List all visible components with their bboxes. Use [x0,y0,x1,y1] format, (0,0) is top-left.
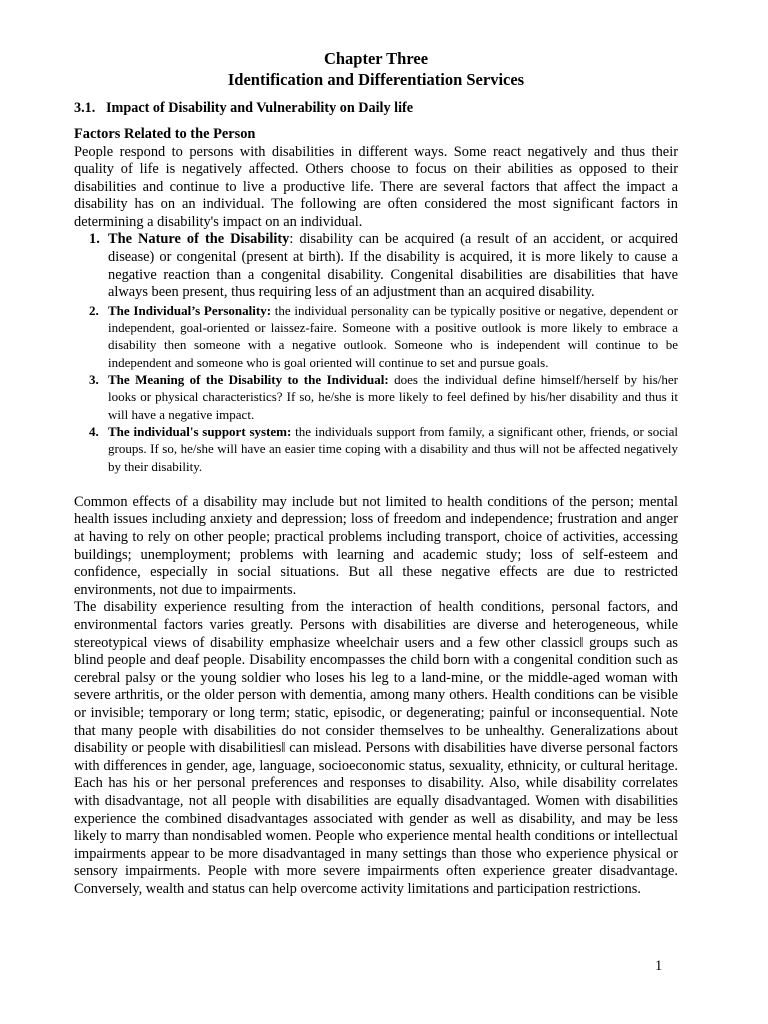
page-number: 1 [655,958,663,974]
list-item-text: does the individual define himself/herself by his/her looks or physical characteristics? If so, he/she is more likely to feel defined by his/her disability and thus it will have a negative impact. [108,372,678,422]
document-page [74,48,678,898]
list-item-term: The individual's support system: [108,423,292,439]
section-title: Impact of Disability and Vulnerability on Daily life [106,100,414,116]
chapter-title: Identification and Differentiation Services [227,70,525,89]
list-item-number: 4. [89,423,99,439]
list-item-number: 1. [89,231,100,248]
paragraph-gap [74,475,678,494]
list-item-term: The Nature of the Disability [108,231,290,248]
list-item-term: The Individual’s Personality: [108,302,272,318]
chapter-number: Chapter Three [323,49,429,68]
list-item-number: 3. [89,372,99,388]
chapter-heading [74,48,678,90]
list-item-term: The Meaning of the Disability to the Individual: [108,372,389,388]
list-item [74,423,678,475]
subheading: Factors Related to the Person [74,126,256,142]
experience-paragraph: The disability experience resulting from the interaction of health conditions, personal factors, and environmental factors varies greatly. Persons with disabilities are diverse and heterogeneous, while stereotypical views of disability emphasize wheelchair users and a few other classicǁ groups such as blind people and deaf people. Disability encompasses the child born with a congenital condition such as cerebral palsy or the young soldier who loses his leg to a land-mine, or the middle-aged woman with severe arthritis, or the older person with dementia, among many others. Health conditions can be visible or invisible; temporary or long term; static, episodic, or degenerating; painful or inconsequential. Note that many people with disabilities do not consider themselves to be unhealthy. Generalizations about disability or people with disabilitiesǁ can mislead. Persons with disabilities have diverse personal factors with differences in gender, age, language, socioeconomic status, sexuality, ethnicity, or cultural heritage. Each has his or her personal preferences and responses to disability. Also, while disability correlates with disadvantage, not all people with disabilities are equally disadvantaged. Women with disabilities experience the combined disadvantages associated with gender as well as disability, and may be less likely to marry than nondisabled women. People who experience mental health conditions or intellectual impairments appear to be more disadvantaged in many settings than those who experience physical or sensory impairments. People with more severe impairments often experience greater disadvantage. Conversely, wealth and status can help overcome activity limitations and participation restrictions. [74,599,678,897]
intro-paragraph: People respond to persons with disabilities in different ways. Some react negatively and thus their quality of life is negatively affected. Others choose to focus on their abilities as opposed to their disabilities and continue to live a productive life. There are several factors that affect the impact a disability has on an individual. The following are often considered the most significant factors in determining a disability's impact on an individual. [74,143,678,230]
section-heading [74,99,678,117]
list-item-text: the individual personality can be typically positive or negative, dependent or independent, goal-oriented or laissez-faire. Someone with a positive outlook is more likely to embrace a disability then someone with a negative outlook. Someone who is independent will continue to be independent and someone who is goal oriented will continue to set and pursue goals. [108,302,678,370]
list-item-text: : disability can be acquired (a result of an accident, or acquired disease) or congenital (present at birth). If the disability is acquired, it is more likely to cause a negative reaction than a congenital disability. Congenital disabilities are disabilities that have always been present, thus requiring less of an adjustment than an acquired disability. [108,231,678,301]
list-item [74,371,678,423]
list-item [74,231,678,301]
list-item-text: the individuals support from family, a significant other, friends, or social groups. If so, he/she will have an easier time coping with a disability and thus will not be affected negatively by their disability. [108,423,679,474]
section-number: 3.1. [74,100,96,116]
effects-paragraph: Common effects of a disability may include but not limited to health conditions of the person; mental health issues including anxiety and depression; loss of freedom and independence; frustration and anger at having to rely on other people; practical problems including transport, choice of activities, accessing buildings; unemployment; problems with learning and academic study; loss of self-esteem and confidence, especially in social situations. But all these negative effects are due to restricted environments, not due to impairments. [74,493,678,598]
list-item [74,302,678,371]
factors-list [74,231,678,474]
list-item-number: 2. [89,302,99,318]
